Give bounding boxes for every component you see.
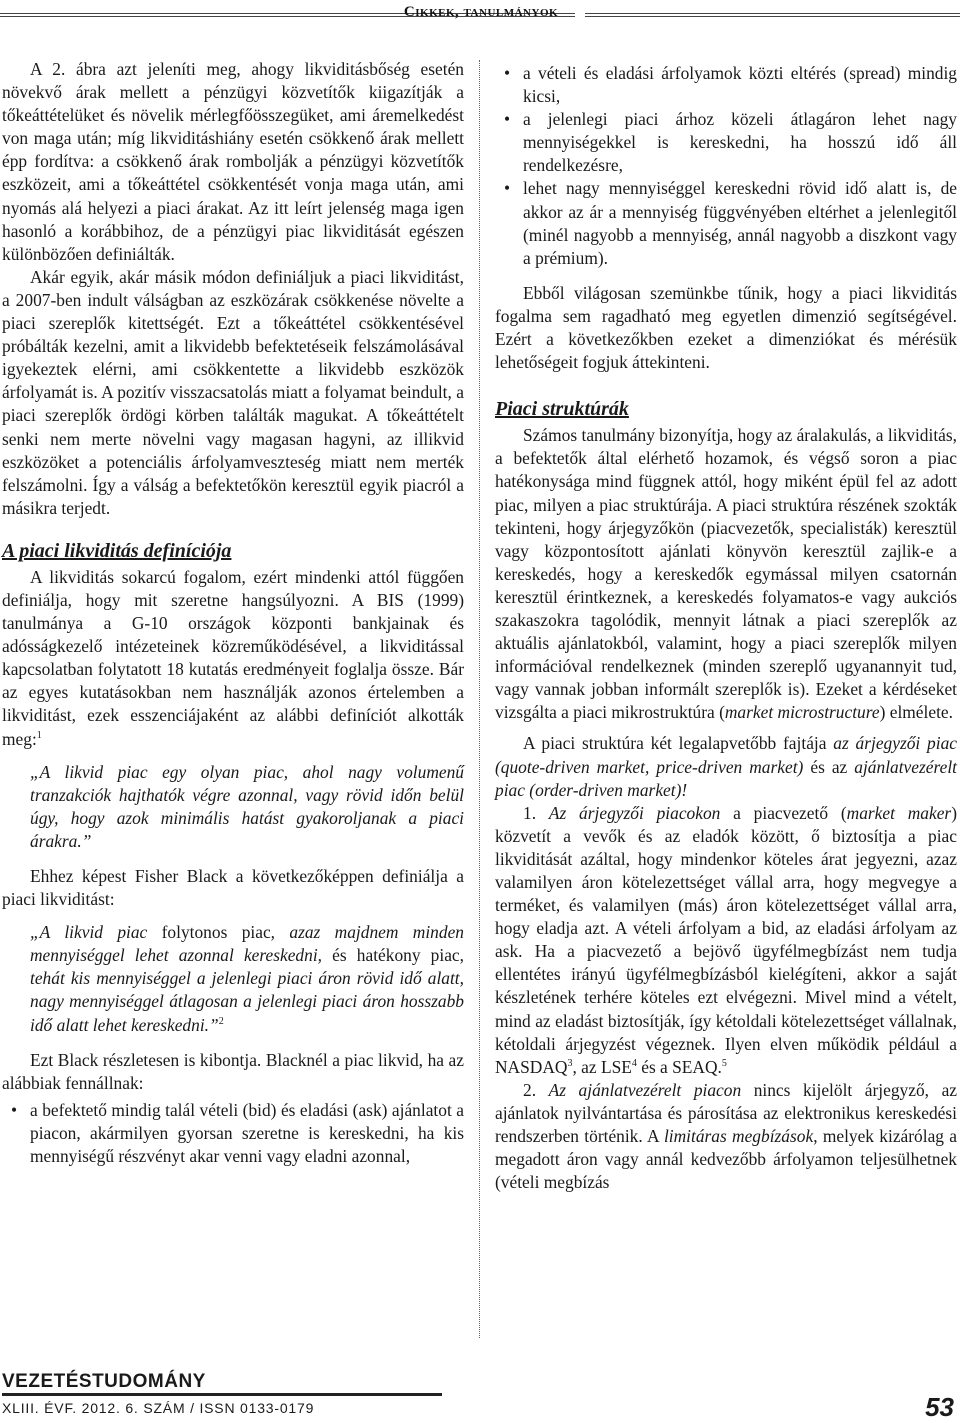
issue-info: XLIII. ÉVF. 2012. 6. SZÁM / ISSN 0133-0179	[2, 1400, 315, 1416]
header-rule-right-bottom	[585, 16, 960, 17]
section-heading-structures: Piaci struktúrák	[495, 398, 629, 421]
term-market-maker: market maker	[846, 802, 952, 823]
quote-black-definition	[30, 921, 464, 1036]
quote-driven-text-g: és a SEAQ.	[636, 1056, 722, 1077]
item-number-2: 2.	[523, 1079, 549, 1100]
liquidity-conditions-list	[2, 1099, 464, 1168]
footnote-ref-1: 1	[36, 729, 42, 741]
market-types-text-c: és az	[803, 756, 855, 777]
paragraph-bis	[2, 566, 464, 751]
paragraph-crisis: Akár egyik, akár másik módon definiáljuk a piaci likviditást, a 2007-ben indult válságban az eszközárak csökkenése növelte a piaci szereplők kitettségét. Ezt a tőkeáttétel csökkentésével próbálták kezelni, amit a likvidebb befektetéseik felszámolásával igyekeztek elérni, ami csökkentette a likvidebb eszközök árfolyamát is. A pozitív visszacsatolás miatt a folyamat beindult, a piaci szereplők ördögi körben találták magukat. A tőkeáttételt senki nem merte növelni vagy magasan hagyni, az illikvid eszközöket a potenciális árfolyamveszteség miatt nem merték felszámolni. Így a válság a befektetőkön keresztül egyik piacról a másikra terjedt.	[2, 266, 464, 518]
column-divider	[479, 60, 480, 1338]
footnote-ref-2: 2	[218, 1015, 224, 1027]
term-quote-driven-market: az árjegyzői piac (quote-driven market, price-driven market)	[495, 733, 957, 777]
page-number: 53	[925, 1392, 954, 1422]
quote-bis-definition: „A likvid piac egy olyan piac, ahol nagy volumenű tranzakciók hajthatók végre azonnal, vagy rövid időn belül úgy, hogy azok minimális hatást gyakoroljanak a piaci árakra.”	[30, 761, 464, 851]
quote-driven-text-f: , az LSE	[572, 1056, 632, 1077]
list-item-spread: • a vételi és eladási árfolyamok közti eltérés (spread) mindig kicsi,	[495, 62, 957, 108]
term-ajanlatvezerelt-piacon: Az ajánlatvezérelt piacon	[548, 1079, 742, 1100]
paragraph-bis-text: A likviditás sokarcú fogalom, ezért mindenki attól függően definiálja, hogy mit szeretne hangsúlyozni. A BIS (1999) tanulmánya a G-10 országok központi bankjainak és adósságkezelő intézeteinek közreműködésével, a likviditással kapcsolatban folytatott 18 kutatás eredményeit foglalja össze. Bár az egyes kutatásokban nem használják azonos értelemben a likviditást, ezek esszenciájaként az alábbi definíciót alkották meg:	[2, 566, 464, 749]
paragraph-black-intro: Ehhez képest Fisher Black a következőképpen definiálja a piaci likviditást:	[2, 866, 464, 910]
order-driven-text-c: nincs kijelölt árjegyző, az ajánlatok nyilvántartása és párosítása az elektronikus kereskedési rendszerben történik. A	[495, 1079, 958, 1147]
quote-black-part-c: , azaz majdnem minden mennyiséggel lehet azonnal kereskedni,	[30, 922, 464, 966]
quote-black-part-d: és hatékony piac,	[322, 945, 464, 966]
quote-black-part-e: tehát kis mennyiséggel a jelenlegi piaci áron rövid idő alatt, nagy mennyiséggel átlagosan a jelenlegi piaci áron hosszabb idő alatt lehet kereskedni.”	[30, 968, 464, 1035]
order-driven-text-e: , melyek kizárólag a megadott áron vagy annál kedvezőbb árfolyamon teljesülhetnek (vételi megbízás	[495, 1126, 957, 1193]
footnote-ref-3: 3	[567, 1057, 573, 1069]
right-column	[495, 58, 957, 1194]
term-arjegyzoi-piacokon: Az árjegyzői piacokon	[548, 802, 721, 823]
left-column	[2, 58, 464, 1172]
item-number-1: 1.	[523, 802, 549, 823]
paragraph-dimensions: Ebből világosan szemünkbe tűnik, hogy a piaci likviditás fogalma sem ragadható meg egyetlen dimenzió segítségével. Ezért a következőkben ezeket a dimenziókat és mérésük lehetőségeit fogjuk áttekinteni.	[495, 282, 957, 373]
term-order-driven-market: ajánlatvezérelt piac (order-driven market)!	[495, 756, 957, 800]
journal-name: VEZETÉSTUDOMÁNY	[2, 1371, 206, 1392]
term-limit-orders: limitáras megbízások	[663, 1126, 814, 1147]
footnote-ref-5: 5	[721, 1057, 727, 1069]
term-market-microstructure: market microstructure	[724, 702, 880, 723]
paragraph-microstructure	[495, 424, 957, 724]
header-rule-right-top	[585, 13, 960, 14]
spacer	[495, 724, 957, 732]
liquidity-conditions-list-continued	[495, 62, 957, 270]
footnote-ref-4: 4	[631, 1057, 637, 1069]
paragraph-black-detail: Ezt Black részletesen is kibontja. Blacknél a piac likvid, ha az alábbiak fennállnak:	[2, 1049, 464, 1093]
paragraph-microstructure-end: ) elmélete.	[879, 702, 953, 723]
quote-driven-text-e: ) közvetít a vevők és az eladók között, ő biztosítja a piac likviditását azáltal, hogy mindenkor köteles árat jegyezni, azaz valamilyen áron kötelezettséget vállal arra, hogy megvegye a terméket, és valamilyen (más) áron kötelezettséget vállal arra, hogy eladja azt. A vételi árfolyam a bid, az eladási árfolyam az ask. Ha a piacvezető a bejövő ügyfélmegbízást nem tudja ellentétes irányú ügyfélmegbízásból kielégíteni, akkor a saját készletének terhére köteles ezt elvégezni. Mivel mind a vételt, mind az eladást biztosítják, így kétoldali kötelezettséget vállalnak, kétoldali árjegyzést végeznek. Ilyen elven működik például a NASDAQ	[495, 802, 957, 1077]
paragraph-microstructure-text: Számos tanulmány bizonyítja, hogy az áralakulás, a likviditás, a befektetők által elérhető hozamok, és végső soron a piac hatékonysága mind függnek attól, hogy miként épül fel az adott piac, milyen a piac struktúrája. A piaci struktúra részének szokták tekinteni, hogy árjegyzőkön (piacvezetők, specialisták) keresztül vagy központosított ajánlati könyvön keresztül zajlik-e a kereskedés, hogy a kereskedők egymással milyen csatornán keresztül érintkeznek, a kereskedés folyamatos-e vagy aukciós szakaszokra tagolódik, mennyit látnak a piaci szereplők az aktuális ajánlatokból, valamint, hogy a piaci szereplők milyen információval rendelkeznek (minden szereplő ugyanannyit tud, vagy vannak jobban informált szereplők is). Ezeket a kérdéseket vizsgálta a piaci mikrostruktúra (	[495, 425, 957, 723]
paragraph-market-types	[495, 732, 957, 801]
running-header	[0, 2, 960, 24]
spacer	[495, 274, 957, 282]
list-item-bid-ask: • a befektető mindig talál vételi (bid) és eladási (ask) ajánlatot a piacon, akármilyen gyorsan szeretne is kereskedni, ha kis mennyiségű részvényt akar venni vagy eladni azonnal,	[2, 1099, 464, 1168]
paragraph-quote-driven	[495, 802, 957, 1079]
market-types-text-a: A piaci struktúra két legalapvetőbb fajtája	[523, 733, 834, 754]
quote-driven-text-c: a piacvezető (	[720, 802, 847, 823]
section-heading-definition: A piaci likviditás definíciója	[2, 539, 232, 562]
quote-black-part-a: „A likvid piac	[30, 922, 148, 943]
footer-rule	[2, 1393, 442, 1396]
list-item-large-quantity: • lehet nagy mennyiséggel kereskedni rövid idő alatt is, de akkor az ár a mennyiség függvényében eltérhet a jelenlegitől (minél nagyobb a mennyiség, annál nagyobb a diszkont vagy a prémium).	[495, 177, 957, 269]
paragraph-figure-2: A 2. ábra azt jeleníti meg, ahogy likviditásbőség esetén növekvő árak mellett a pénzügyi közvetítők kiigazítják a tőkeáttételüket és növelik mérlegfőösszegüket, ami áremelkedést von maga után; míg likviditáshiány esetén csökkenő árak mellett épp fordítva: a csökkenő árak rombolják a pénzügyi közvetítők eszközeit, ami a tőkeáttétel csökkentését vonja maga után, ami nyomás alá helyezi a piaci árakat. Az itt leírt jelenség maga igen hasonló a korábbihoz, de a pénzügyi piac likviditását egészen különbözően definiálták.	[2, 59, 464, 264]
list-item-average-price: • a jelenlegi piaci árhoz közeli átlagáron lehet nagy mennyiségekkel is kereskedni, ha hosszú idő áll rendelkezésre,	[495, 108, 957, 177]
quote-black-part-b: folytonos piac	[147, 922, 271, 943]
paragraph-order-driven	[495, 1079, 957, 1194]
section-title: Cikkek, tanulmányok	[403, 4, 559, 20]
